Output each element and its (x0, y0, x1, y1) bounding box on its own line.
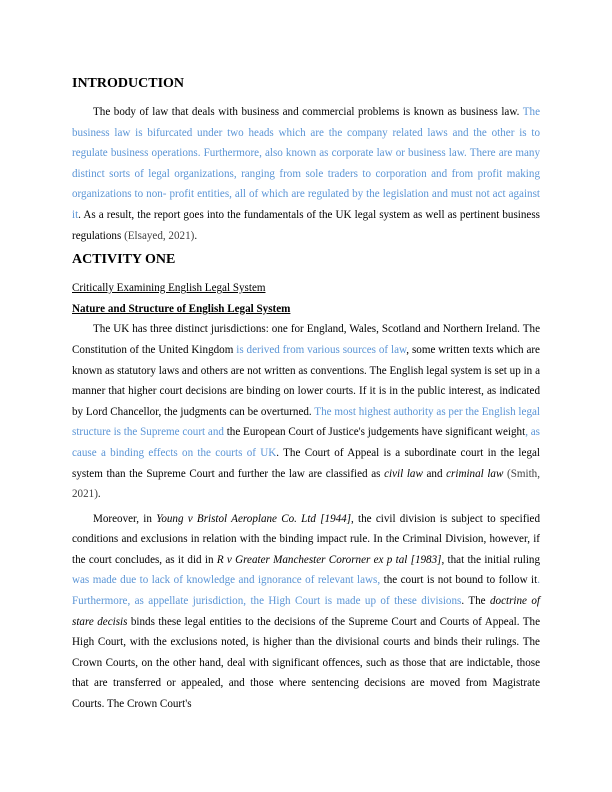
p3-text-c: , the civil division is subject to specified conditions and exclusions in relation with the binding impact rule. In the Criminal Division, however, if the court concludes, as it did in (72, 512, 540, 566)
p2-italic-criminal-law: criminal law (446, 467, 504, 480)
p3-highlight-f: was made due to lack of knowledge and ignorance of relevant laws, (72, 574, 381, 587)
p3-text-a: Moreover, in (93, 512, 157, 525)
activity-subheading: Critically Examining English Legal System (72, 282, 266, 295)
activity-subheading-bold: Nature and Structure of English Legal System (72, 302, 291, 315)
p3-text-e: , that the initial ruling (441, 553, 541, 566)
p3-doctrine: doctrine of stare decisis (72, 595, 540, 628)
intro-citation: (Elsayed, 2021) (124, 229, 195, 242)
p2-text-a: The UK has three distinct jurisdictions: one for England, Wales, Scotland and Northern Ireland. The Constitution of the United Kingdom (72, 323, 540, 356)
p3-case-manchester: R v Greater Manchester Cororner ex p tal [1983] (216, 553, 442, 566)
p2-text-e: the European Court of Justice's judgements have significant weight (223, 426, 526, 439)
introduction-heading: INTRODUCTION (72, 76, 185, 91)
p3-highlight-h: . Furthermore, as appellate jurisdiction, the High Court is made up of these divisions (72, 574, 540, 608)
p2-highlight-f: , as cause a binding effects on the courts of UK (72, 426, 540, 459)
intro-text-a: The body of law that deals with business and commercial problems is known as business law. (93, 106, 520, 118)
p2-text-i: and (422, 467, 447, 480)
intro-text-highlight: The business law is bifurcated under two heads which are the company related laws and the other is to regulate business operations. Furthermore, also known as corporate law or business law. There are many distinct sorts of legal organizations, ranging from sole traders to corporation and from profit making organizations to non- profit entities, all of which are regulated by the legislation and must not act against it (72, 106, 540, 221)
intro-text-c: . As a result, the report goes into the fundamentals of the UK legal system as well as pertinent business regulations (72, 208, 540, 242)
document-page (72, 74, 540, 719)
activity-one-heading: ACTIVITY ONE (72, 252, 176, 268)
p2-citation: (Smith, 2021) (72, 467, 540, 501)
p2-italic-civil-law: civil law (384, 467, 423, 480)
introduction-paragraph (72, 102, 540, 246)
intro-text-end: . (194, 229, 198, 242)
p2-text-c: , some written texts which are known as statutory laws and others are not written as conventions. The English legal system is set up in a manner that higher court decisions are binding on lower courts. If it is in the public interest, as indicated by Lord Chancellor, the judgments can be overturned. (72, 343, 540, 418)
precedent-paragraph (72, 509, 540, 715)
p2-text-end: . (97, 488, 101, 501)
p2-highlight-d: The most highest authority as per the English legal structure is the Supreme court and (72, 405, 540, 439)
p2-text-g: . The Court of Appeal is a subordinate court in the legal system than the Supreme Court and further the law are classified as (72, 446, 540, 480)
legal-system-paragraph (72, 319, 540, 504)
p3-case-young: Young v Bristol Aeroplane Co. Ltd [1944] (156, 512, 352, 525)
p3-text-k: binds these legal entities to the decisions of the Supreme Court and Courts of Appeal. The High Court, with the exclusions noted, is higher than the divisional courts and binds their rulings. The Crown Courts, on the other hand, deal with significant offences, such as those that are indictable, those that are transferred or appealed, and those where sentencing decisions are moved from Magistrate Courts. The Crown Court's (72, 615, 540, 711)
p3-text-g: the court is not bound to follow it (380, 574, 538, 587)
p2-highlight-b: is derived from various sources of law (236, 343, 407, 356)
p3-text-i: . The (461, 595, 490, 608)
